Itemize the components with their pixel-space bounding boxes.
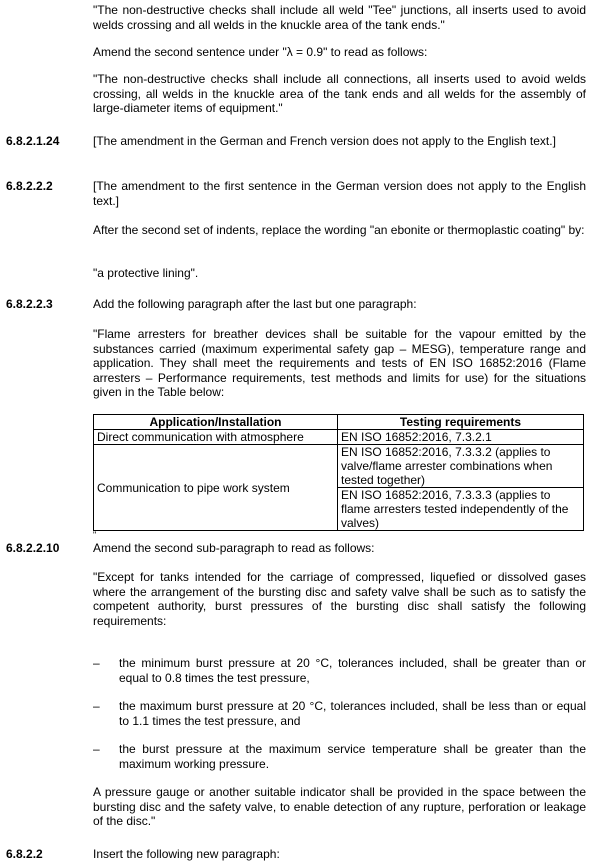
table-header-cell: Testing requirements <box>338 415 584 430</box>
section-text: Add the following paragraph after the last but one paragraph: <box>93 297 417 311</box>
closing-quote: " <box>93 530 97 540</box>
section-text: Insert the following new paragraph: <box>93 847 280 861</box>
list-bullet: – <box>93 656 100 670</box>
table-row <box>94 445 584 488</box>
table-cell: Direct communication with atmosphere <box>94 430 338 445</box>
table-header-row <box>94 415 584 430</box>
section-text: Amend the second sub-paragraph to read as follows: <box>93 541 375 555</box>
table-cell: EN ISO 16852:2016, 7.3.3.3 (applies to flame arresters tested independently of the valves) <box>338 488 584 531</box>
section-paragraph: "a protective lining". <box>93 266 199 280</box>
list-item: the burst pressure at the maximum service temperature shall be greater than the maximum working pressure. <box>119 742 586 771</box>
section-number: 6.8.2.2.2 <box>6 179 53 193</box>
list-bullet: – <box>93 742 100 756</box>
section-text: [The amendment in the German and French version does not apply to the English text.] <box>93 134 556 148</box>
table-row <box>94 430 584 445</box>
table-cell: EN ISO 16852:2016, 7.3.3.2 (applies to valve/flame arrester combinations when tested together) <box>338 445 584 488</box>
intro-paragraph-2: Amend the second sentence under "λ = 0.9" to read as follows: <box>93 45 428 59</box>
table-header-cell: Application/Installation <box>94 415 338 430</box>
list-item: the minimum burst pressure at 20 °C, tolerances included, shall be greater than or equal to 0.8 times the test pressure, <box>119 656 586 685</box>
intro-paragraph-1: "The non-destructive checks shall include all weld "Tee" junctions, all inserts used to avoid welds crossing and all welds in the knuckle area of the tank ends." <box>93 3 586 32</box>
section-number: 6.8.2.2.10 <box>6 541 60 555</box>
section-paragraph: A pressure gauge or another suitable indicator shall be provided in the space between the bursting disc and the safety valve, to enable detection of any rupture, perforation or leakage of the disc." <box>93 785 586 828</box>
section-paragraph: After the second set of indents, replace the wording "an ebonite or thermoplastic coating" by: <box>93 223 585 237</box>
section-text: [The amendment to the first sentence in the German version does not apply to the English text.] <box>93 179 586 208</box>
list-item: the maximum burst pressure at 20 °C, tolerances included, shall be less than or equal to 1.1 times the test pressure, and <box>119 699 586 728</box>
list-bullet: – <box>93 699 100 713</box>
table-cell: Communication to pipe work system <box>94 445 338 531</box>
testing-requirements-table <box>93 414 584 531</box>
section-number: 6.8.2.2 <box>6 847 43 861</box>
section-number: 6.8.2.1.24 <box>6 134 60 148</box>
section-number: 6.8.2.2.3 <box>6 297 53 311</box>
section-paragraph: "Except for tanks intended for the carriage of compressed, liquefied or dissolved gases where the arrangement of the bursting disc and safety valve shall be such as to satisfy the competent authority, burst pressures of the bursting disc shall satisfy the following requirements: <box>93 570 586 628</box>
table-cell: EN ISO 16852:2016, 7.3.2.1 <box>338 430 584 445</box>
section-paragraph: "Flame arresters for breather devices shall be suitable for the vapour emitted by the substances carried (maximum experimental safety gap – MESG), temperature range and application. They shall meet the requirements and tests of EN ISO 16852:2016 (Flame arresters – Performance requirements, test methods and limits for use) for the situations given in the Table below: <box>93 327 586 399</box>
intro-paragraph-3: "The non-destructive checks shall include all connections, all inserts used to avoid welds crossing, all welds in the knuckle area of the tank ends and all welds for the assembly of large-diameter items of equipment." <box>93 72 586 115</box>
